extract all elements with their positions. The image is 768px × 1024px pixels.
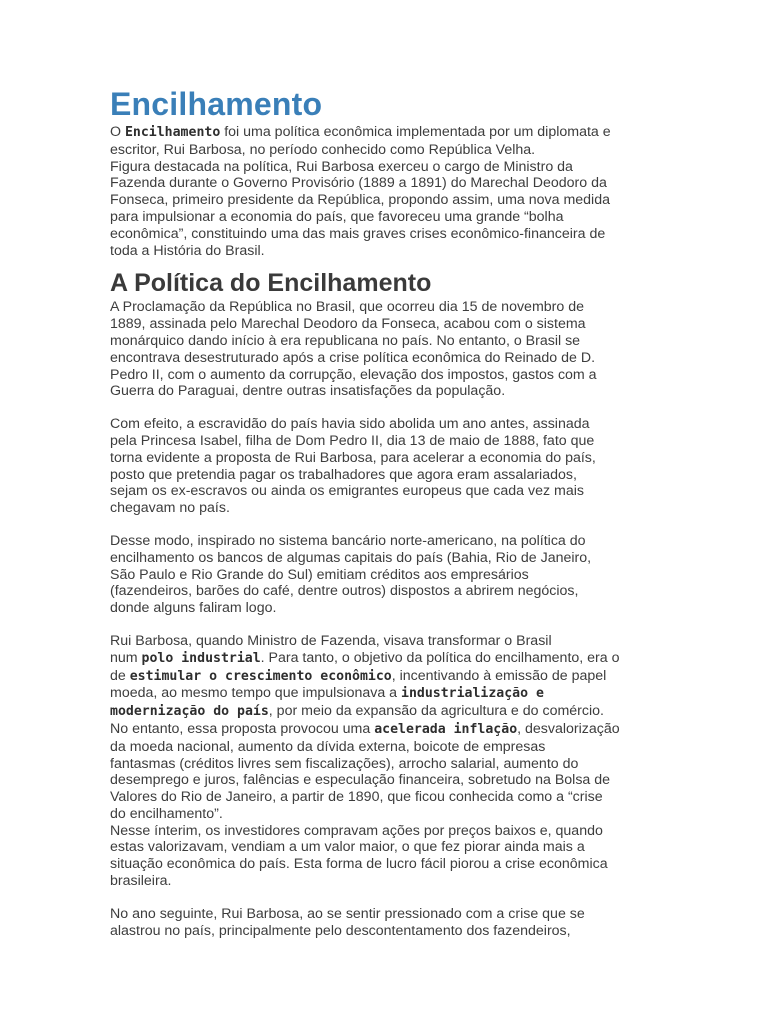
paragraph-line: sejam os ex-escravos ou ainda os emigrantes europeus que cada vez mais xyxy=(110,483,584,500)
bold-term: acelerada inflação xyxy=(374,721,518,737)
bold-term: Encilhamento xyxy=(124,125,221,140)
paragraph-line: encontrava desestruturado após a crise política econômica do Reinado de D. xyxy=(110,349,596,366)
paragraph-line: estas valorizavam, vendiam a um valor maior, o que fez piorar ainda mais a xyxy=(110,839,585,856)
text-run: , desvalorização xyxy=(517,720,620,737)
paragraph-line: Guerra do Paraguai, dentre outras insatisfações da população. xyxy=(110,383,506,400)
paragraph-line: No ano seguinte, Rui Barbosa, ao se sentir pressionado com a crise que se xyxy=(110,905,585,922)
paragraph-line: Rui Barbosa, quando Ministro de Fazenda, visava transformar o Brasil xyxy=(110,632,552,649)
paragraph-line: Pedro II, com o aumento da corrupção, elevação dos impostos, gastos com a xyxy=(110,366,597,383)
paragraph-line: chegavam no país. xyxy=(110,500,230,517)
paragraph-4 xyxy=(110,633,662,890)
intro-line: Figura destacada na política, Rui Barbosa exerceu o cargo de Ministro da xyxy=(110,158,573,175)
intro-line: econômica”, constituindo uma das mais graves crises econômico-financeira de xyxy=(110,225,606,242)
paragraph-3 xyxy=(110,533,662,617)
paragraph-line: brasileira. xyxy=(110,873,172,890)
intro-text: foi uma política econômica implementada por um diplomata e xyxy=(220,124,611,140)
bold-term: industrialização e xyxy=(401,686,544,702)
paragraph-line: (fazendeiros, barões do café, dentre outros) dispostos a abrirem negócios, xyxy=(110,583,579,600)
paragraph-line: torna evidente a proposta de Rui Barbosa, para acelerar a economia do país, xyxy=(110,449,596,466)
section-heading: A Política do Encilhamento xyxy=(110,269,432,298)
text-run: No entanto, essa proposta provocou uma xyxy=(110,720,375,737)
paragraph-line: A Proclamação da República no Brasil, que ocorreu dia 15 de novembro de xyxy=(110,299,584,316)
page-title: Encilhamento xyxy=(110,86,323,122)
intro-paragraph xyxy=(110,124,662,259)
paragraph-line: donde alguns faliram logo. xyxy=(110,600,277,617)
bold-term: estimular o crescimento econômico xyxy=(129,668,392,684)
bold-term: modernização do país xyxy=(110,704,269,720)
paragraph-line: Valores do Rio de Janeiro, a partir de 1890, que ficou conhecida como a “crise xyxy=(110,789,603,806)
intro-prefix: O xyxy=(110,124,125,140)
paragraph-5 xyxy=(110,906,662,940)
text-run: , incentivando à emissão de papel xyxy=(391,667,607,684)
text-run: num xyxy=(110,649,142,666)
paragraph-line: desemprego e juros, falências e especulação financeira, sobretudo na Bolsa de xyxy=(110,772,611,789)
document-body xyxy=(110,84,662,939)
paragraph-line: Desse modo, inspirado no sistema bancário norte-americano, na política do xyxy=(110,532,586,549)
intro-line: toda a História do Brasil. xyxy=(110,242,265,259)
paragraph-line: situação econômica do país. Esta forma de lucro fácil piorou a crise econômica xyxy=(110,856,608,873)
paragraph-line: 1889, assinada pelo Marechal Deodoro da Fonseca, acabou com o sistema xyxy=(110,316,586,333)
paragraph-line: São Paulo e Rio Grande do Sul) emitiam créditos aos empresários xyxy=(110,566,529,583)
paragraph-line: fantasmas (créditos livres sem fiscalizações), arrocho salarial, aumento do xyxy=(110,755,579,772)
paragraph-line: posto que pretendia pagar os trabalhadores que agora eram assalariados, xyxy=(110,466,577,483)
intro-line: Fonseca, primeiro presidente da República, propondo assim, uma nova medida xyxy=(110,192,610,209)
paragraph-line: da moeda nacional, aumento da dívida externa, boicote de empresas xyxy=(110,738,546,755)
paragraph-2 xyxy=(110,416,662,517)
paragraph-1 xyxy=(110,299,662,400)
intro-line: para impulsionar a economia do país, que favoreceu uma grande “bolha xyxy=(110,208,564,225)
text-run: , por meio da expansão da agricultura e do comércio. xyxy=(268,703,604,720)
paragraph-line: encilhamento os bancos de algumas capitais do país (Bahia, Rio de Janeiro, xyxy=(110,549,592,566)
text-run: moeda, ao mesmo tempo que impulsionava a xyxy=(110,685,402,702)
intro-line: escritor, Rui Barbosa, no período conhecido como República Velha. xyxy=(110,141,536,158)
paragraph-line: pela Princesa Isabel, filha de Dom Pedro II, dia 13 de maio de 1888, fato que xyxy=(110,432,595,449)
intro-line: Fazenda durante o Governo Provisório (1889 a 1891) do Marechal Deodoro da xyxy=(110,175,607,192)
paragraph-line: Nesse ínterim, os investidores compravam ações por preços baixos e, quando xyxy=(110,822,603,839)
bold-term: polo industrial xyxy=(141,650,261,666)
text-run: . Para tanto, o objetivo da política do encilhamento, era o xyxy=(260,649,620,666)
paragraph-line: alastrou no país, principalmente pelo descontentamento dos fazendeiros, xyxy=(110,922,571,939)
paragraph-line: do encilhamento”. xyxy=(110,805,223,822)
paragraph-line: Com efeito, a escravidão do país havia sido abolida um ano antes, assinada xyxy=(110,416,590,433)
text-run: de xyxy=(110,667,130,684)
paragraph-line: monárquico dando início à era republicana no país. No entanto, o Brasil se xyxy=(110,332,581,349)
